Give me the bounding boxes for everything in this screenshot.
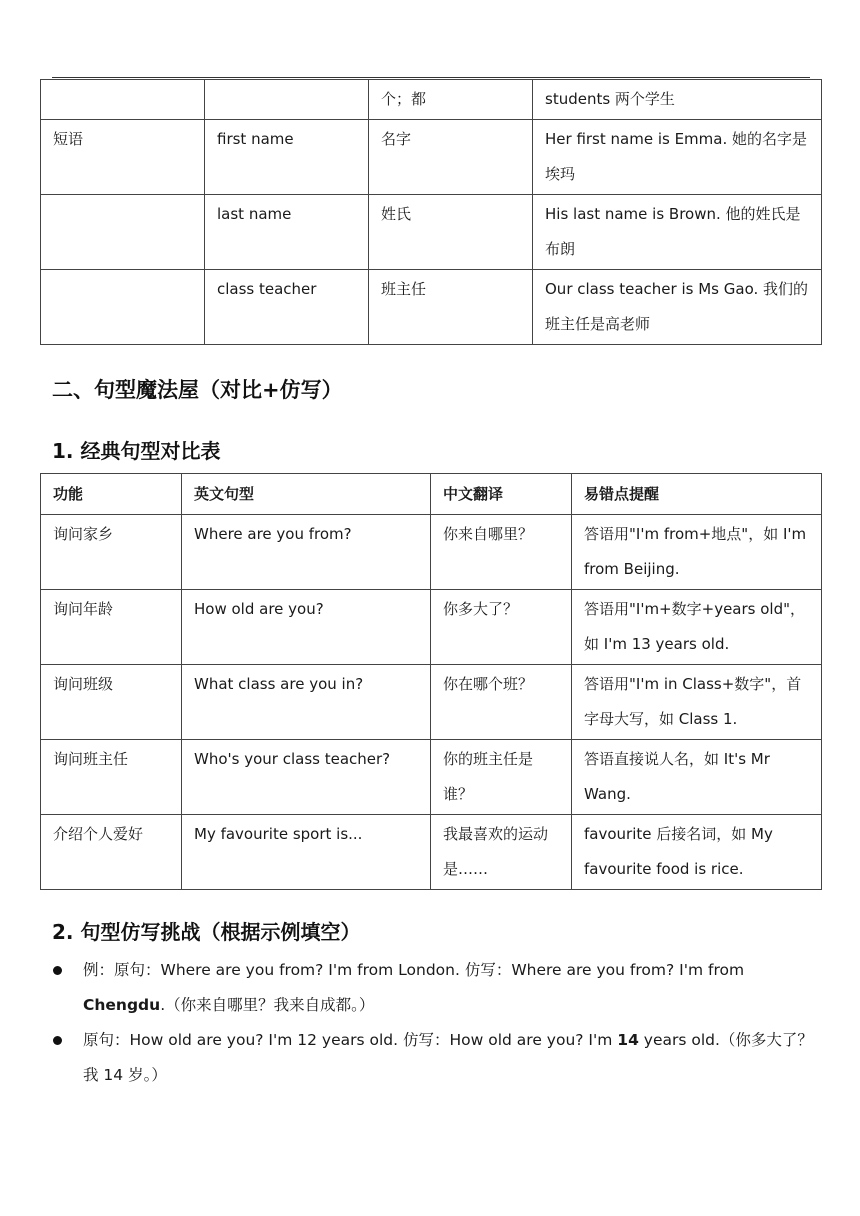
table-cell: 答语用"I'm in Class+数字"，首字母大写，如 Class 1. — [572, 665, 822, 740]
table-row — [41, 740, 822, 815]
table-cell — [41, 270, 205, 345]
table-cell: 询问家乡 — [41, 515, 182, 590]
table-cell: His last name is Brown. 他的姓氏是布朗 — [533, 195, 822, 270]
list-item — [52, 953, 822, 1023]
table-cell: 班主任 — [369, 270, 533, 345]
table-cell: first name — [205, 120, 369, 195]
table-cell: 个；都 — [369, 80, 533, 120]
table-cell: 你在哪个班？ — [431, 665, 572, 740]
bullet-icon — [53, 1036, 62, 1045]
table-row — [41, 590, 822, 665]
table-cell: 答语用"I'm from+地点"，如 I'm from Beijing. — [572, 515, 822, 590]
table-cell: 你来自哪里？ — [431, 515, 572, 590]
table-cell — [205, 80, 369, 120]
table-cell: 答语直接说人名，如 It's Mr Wang. — [572, 740, 822, 815]
subsection-title: 2. 句型仿写挑战（根据示例填空） — [52, 920, 361, 944]
column-header: 功能 — [41, 474, 182, 515]
list-item — [52, 1023, 822, 1093]
table-cell: 询问班主任 — [41, 740, 182, 815]
table-cell: 姓氏 — [369, 195, 533, 270]
exercise-text: years old.（你多大了？我 14 岁。） — [83, 1031, 813, 1084]
table-header-row — [41, 474, 822, 515]
exercise-text: 原句：How old are you? I'm 12 years old. 仿写：How old are you? I'm — [83, 1031, 618, 1049]
table-cell: last name — [205, 195, 369, 270]
section-title: 二、句型魔法屋（对比+仿写） — [52, 378, 343, 402]
table-cell: Her first name is Emma. 她的名字是埃玛 — [533, 120, 822, 195]
top-rule — [52, 77, 810, 78]
bullet-icon — [53, 966, 62, 975]
exercise-answer: Chengdu — [83, 996, 161, 1014]
table-row — [41, 815, 822, 890]
table-cell: What class are you in? — [182, 665, 431, 740]
table-row — [41, 515, 822, 590]
table-row — [41, 195, 822, 270]
table-cell: My favourite sport is... — [182, 815, 431, 890]
table-cell: students 两个学生 — [533, 80, 822, 120]
column-header: 易错点提醒 — [572, 474, 822, 515]
table-cell: Where are you from? — [182, 515, 431, 590]
table-cell: 名字 — [369, 120, 533, 195]
table-cell — [41, 80, 205, 120]
column-header: 中文翻译 — [431, 474, 572, 515]
table-row — [41, 665, 822, 740]
table-cell — [41, 195, 205, 270]
table-cell: Our class teacher is Ms Gao. 我们的班主任是高老师 — [533, 270, 822, 345]
exercise-text: .（你来自哪里？我来自成都。） — [160, 996, 375, 1014]
table-cell: class teacher — [205, 270, 369, 345]
exercise-list — [52, 953, 822, 1093]
table-cell: 介绍个人爱好 — [41, 815, 182, 890]
table-row — [41, 120, 822, 195]
exercise-answer: 14 — [617, 1031, 639, 1049]
table-cell: 短语 — [41, 120, 205, 195]
table-cell: 询问年龄 — [41, 590, 182, 665]
table-cell: 询问班级 — [41, 665, 182, 740]
table-cell: 答语用"I'm+数字+years old"，如 I'm 13 years old. — [572, 590, 822, 665]
table-cell: favourite 后接名词，如 My favourite food is rice. — [572, 815, 822, 890]
subsection-title: 1. 经典句型对比表 — [52, 439, 221, 463]
table-cell: 你的班主任是谁？ — [431, 740, 572, 815]
table-cell: Who's your class teacher? — [182, 740, 431, 815]
table-cell: 你多大了？ — [431, 590, 572, 665]
table-row — [41, 80, 822, 120]
table-cell: 我最喜欢的运动是…… — [431, 815, 572, 890]
table-row — [41, 270, 822, 345]
pattern-comparison-table — [40, 473, 822, 890]
column-header: 英文句型 — [182, 474, 431, 515]
table-cell: How old are you? — [182, 590, 431, 665]
exercise-text: 例：原句：Where are you from? I'm from London. 仿写：Where are you from? I'm from — [83, 961, 745, 979]
vocabulary-table — [40, 79, 822, 345]
